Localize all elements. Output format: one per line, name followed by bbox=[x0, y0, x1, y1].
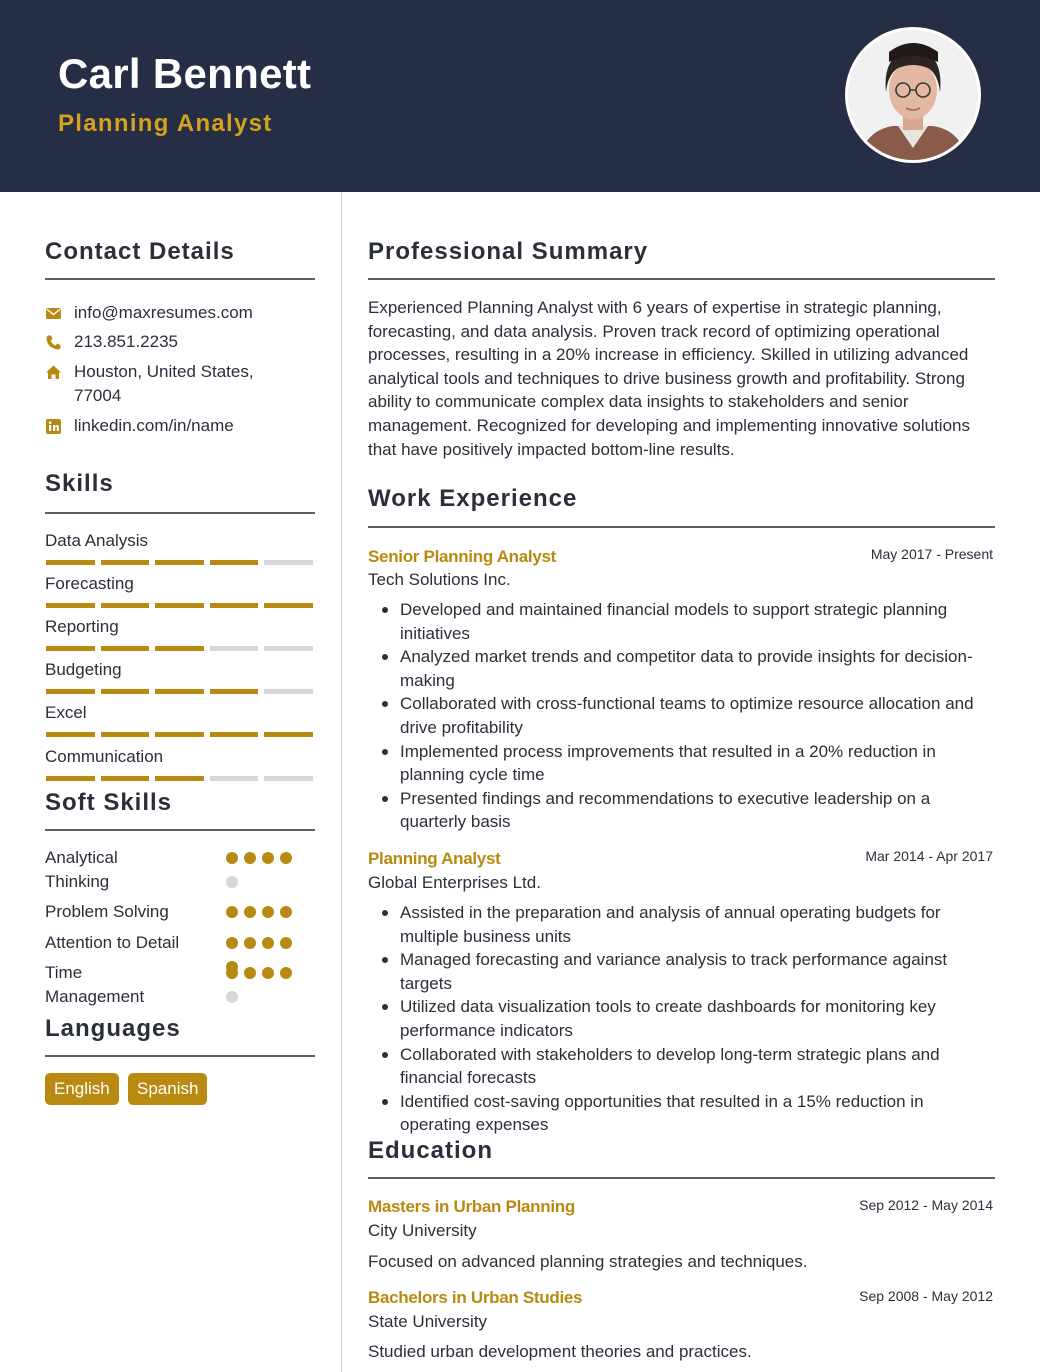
resume-header bbox=[0, 0, 1040, 192]
job-bullet: Managed forecasting and variance analysis to track performance against targets bbox=[368, 948, 993, 995]
skill-label: Reporting bbox=[45, 617, 119, 636]
degree-title: Masters in Urban Planning bbox=[368, 1197, 575, 1216]
skill-level-segment bbox=[264, 560, 313, 565]
rating-dot bbox=[244, 852, 256, 864]
skill-level-segment bbox=[210, 689, 259, 694]
contact-linkedin-text: linkedin.com/in/name bbox=[74, 416, 234, 435]
degree-description: Focused on advanced planning strategies and techniques. bbox=[368, 1252, 808, 1271]
rating-dot bbox=[226, 967, 238, 979]
job-bullet: Collaborated with cross-functional teams to optimize resource allocation and drive profitability bbox=[368, 692, 993, 739]
language-badge-english: English bbox=[45, 1073, 119, 1105]
soft-skill-label: Problem Solving bbox=[45, 902, 169, 921]
skill-label: Excel bbox=[45, 703, 87, 722]
envelope-icon bbox=[45, 305, 62, 322]
skill-level-segment bbox=[264, 732, 313, 737]
skill-level-segment bbox=[101, 603, 150, 608]
degree-description: Studied urban development theories and practices. bbox=[368, 1342, 752, 1361]
degree-dates: Sep 2008 - May 2012 bbox=[859, 1288, 993, 1304]
summary-text: Experienced Planning Analyst with 6 years of expertise in strategic planning, forecasting, and data analysis. Proven track record of optimizing operational processes, resulting in a 20% increase in efficiency. Skilled in utilizing advanced analytical tools and techniques to drive business growth and profitability. Strong ability to communicate complex data insights to stakeholders and senior management. Recognized for developing and implementing innovative solutions that have positively impacted bottom-line results. bbox=[368, 298, 970, 459]
job-company: Global Enterprises Ltd. bbox=[368, 873, 541, 892]
skills-rule bbox=[45, 512, 315, 514]
job-company: Tech Solutions Inc. bbox=[368, 570, 511, 589]
skill-level-bar bbox=[46, 560, 313, 565]
candidate-role: Planning Analyst bbox=[58, 110, 273, 137]
skill-level-segment bbox=[46, 646, 95, 651]
candidate-name: Carl Bennett bbox=[58, 50, 312, 97]
job-bullets bbox=[368, 901, 993, 1137]
skill-level-segment bbox=[101, 776, 150, 781]
soft-skill-label: Time Management bbox=[45, 963, 145, 1006]
job-bullet: Identified cost-saving opportunities that resulted in a 15% reduction in operating expenses bbox=[368, 1090, 993, 1137]
soft-skill-label: Analytical Thinking bbox=[45, 848, 118, 891]
contact-email-text: info@maxresumes.com bbox=[74, 303, 253, 322]
rating-dot bbox=[280, 937, 292, 949]
skill-label: Data Analysis bbox=[45, 531, 148, 550]
rating-dot bbox=[226, 876, 238, 888]
education-heading: Education bbox=[368, 1137, 494, 1164]
skill-level-segment bbox=[264, 776, 313, 781]
contact-rule bbox=[45, 278, 315, 280]
skill-level-segment bbox=[155, 646, 204, 651]
rating-dot bbox=[244, 906, 256, 918]
skill-level-segment bbox=[264, 603, 313, 608]
skill-label: Forecasting bbox=[45, 574, 134, 593]
skill-level-segment bbox=[210, 732, 259, 737]
job-bullet: Presented findings and recommendations to executive leadership on a quarterly basis bbox=[368, 787, 993, 834]
job-bullet: Implemented process improvements that resulted in a 20% reduction in planning cycle time bbox=[368, 740, 993, 787]
rating-dot bbox=[226, 852, 238, 864]
rating-dot bbox=[244, 967, 256, 979]
language-badge-spanish: Spanish bbox=[128, 1073, 207, 1105]
skill-level-bar bbox=[46, 689, 313, 694]
rating-dot bbox=[226, 906, 238, 918]
education-rule bbox=[368, 1177, 995, 1179]
experience-heading: Work Experience bbox=[368, 485, 578, 512]
rating-dot bbox=[262, 852, 274, 864]
skill-level-bar bbox=[46, 776, 313, 781]
linkedin-icon bbox=[45, 418, 62, 435]
job-bullets bbox=[368, 598, 993, 834]
skill-level-segment bbox=[101, 689, 150, 694]
skill-label: Communication bbox=[45, 747, 164, 766]
languages-heading: Languages bbox=[45, 1015, 181, 1042]
skill-level-bar bbox=[46, 732, 313, 737]
soft-skills-heading: Soft Skills bbox=[45, 789, 173, 816]
soft-skill-label: Attention to Detail bbox=[45, 933, 180, 952]
job-dates: Mar 2014 - Apr 2017 bbox=[865, 848, 993, 864]
skill-level-segment bbox=[210, 776, 259, 781]
degree-title: Bachelors in Urban Studies bbox=[368, 1288, 583, 1307]
skills-heading: Skills bbox=[45, 470, 114, 497]
rating-dot bbox=[244, 937, 256, 949]
job-bullet: Analyzed market trends and competitor data to provide insights for decision-making bbox=[368, 645, 993, 692]
summary-heading: Professional Summary bbox=[368, 238, 649, 265]
skill-level-segment bbox=[155, 560, 204, 565]
job-bullet: Assisted in the preparation and analysis of annual operating budgets for multiple business units bbox=[368, 901, 993, 948]
skill-level-segment bbox=[46, 776, 95, 781]
school-name: State University bbox=[368, 1312, 488, 1331]
job-title: Senior Planning Analyst bbox=[368, 547, 557, 566]
column-divider bbox=[341, 192, 342, 1372]
phone-icon bbox=[45, 334, 62, 351]
skill-level-segment bbox=[155, 732, 204, 737]
job-title: Planning Analyst bbox=[368, 849, 501, 868]
skill-level-segment bbox=[46, 689, 95, 694]
soft-skills-rule bbox=[45, 829, 315, 831]
experience-rule bbox=[368, 526, 995, 528]
skill-level-segment bbox=[101, 560, 150, 565]
rating-dot bbox=[280, 852, 292, 864]
skill-level-segment bbox=[155, 776, 204, 781]
rating-dot bbox=[226, 991, 238, 1003]
summary-rule bbox=[368, 278, 995, 280]
rating-dot bbox=[280, 906, 292, 918]
profile-photo bbox=[845, 27, 981, 163]
job-bullet: Utilized data visualization tools to create dashboards for monitoring key performance indicators bbox=[368, 995, 993, 1042]
skill-level-segment bbox=[264, 689, 313, 694]
languages-rule bbox=[45, 1055, 315, 1057]
rating-dot bbox=[262, 937, 274, 949]
rating-dot bbox=[262, 906, 274, 918]
skill-label: Budgeting bbox=[45, 660, 122, 679]
job-dates: May 2017 - Present bbox=[870, 546, 993, 562]
skill-level-segment bbox=[46, 560, 95, 565]
skill-level-bar bbox=[46, 603, 313, 608]
skill-level-segment bbox=[155, 603, 204, 608]
contact-address-text: Houston, United States, 77004 bbox=[74, 362, 254, 405]
skill-level-segment bbox=[210, 603, 259, 608]
job-bullet: Collaborated with stakeholders to develop long-term strategic plans and financial forecasts bbox=[368, 1043, 993, 1090]
job-bullet: Developed and maintained financial models to support strategic planning initiatives bbox=[368, 598, 993, 645]
skill-level-segment bbox=[155, 689, 204, 694]
skill-level-segment bbox=[210, 560, 259, 565]
contact-heading: Contact Details bbox=[45, 238, 235, 265]
degree-dates: Sep 2012 - May 2014 bbox=[859, 1197, 993, 1213]
skill-level-segment bbox=[101, 646, 150, 651]
skill-level-segment bbox=[46, 732, 95, 737]
skill-level-bar bbox=[46, 646, 313, 651]
rating-dot bbox=[280, 967, 292, 979]
skill-level-segment bbox=[46, 603, 95, 608]
skill-level-segment bbox=[101, 732, 150, 737]
skill-level-segment bbox=[210, 646, 259, 651]
home-icon bbox=[45, 364, 62, 381]
contact-phone-text: 213.851.2235 bbox=[74, 332, 178, 351]
skill-level-segment bbox=[264, 646, 313, 651]
rating-dot bbox=[226, 937, 238, 949]
school-name: City University bbox=[368, 1221, 477, 1240]
rating-dot bbox=[262, 967, 274, 979]
